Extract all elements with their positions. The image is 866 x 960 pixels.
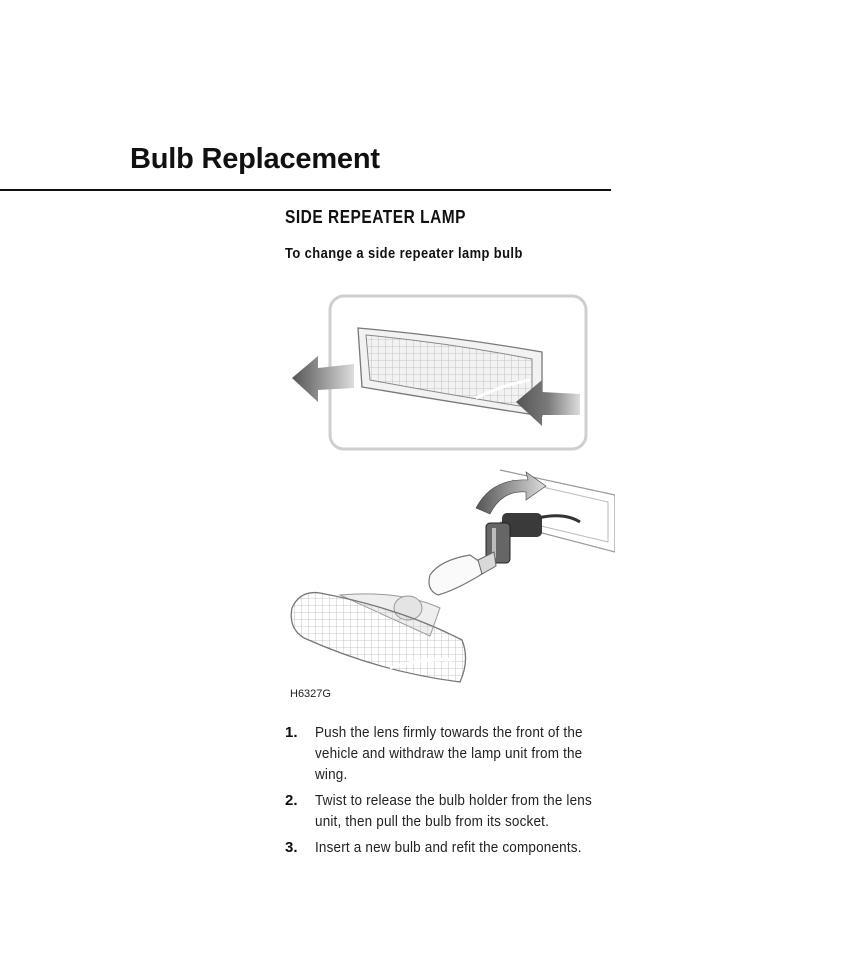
lens-removal-panel	[292, 296, 586, 449]
step-text: Insert a new bulb and refit the components.	[315, 839, 582, 856]
section-heading: SIDE REPEATER LAMP	[285, 207, 467, 227]
sub-heading: To change a side repeater lamp bulb	[285, 245, 523, 262]
step-text: Twist to release the bulb holder from the lens unit, then pull the bulb from its socket.	[315, 792, 592, 830]
step-item	[285, 837, 625, 858]
step-item	[285, 790, 625, 832]
step-number: 3.	[285, 839, 298, 856]
bulb-holder-diagram	[291, 470, 615, 682]
step-item	[285, 722, 625, 785]
step-number: 2.	[285, 792, 298, 809]
title-rule	[0, 189, 611, 191]
figure-code: H6327G	[290, 688, 331, 700]
instruction-steps	[285, 722, 625, 863]
step-number: 1.	[285, 724, 298, 741]
page-title: Bulb Replacement	[130, 143, 380, 175]
step-text: Push the lens firmly towards the front of the vehicle and withdraw the lamp unit from the wing.	[315, 724, 583, 783]
repeater-lamp-illustration	[280, 290, 615, 705]
